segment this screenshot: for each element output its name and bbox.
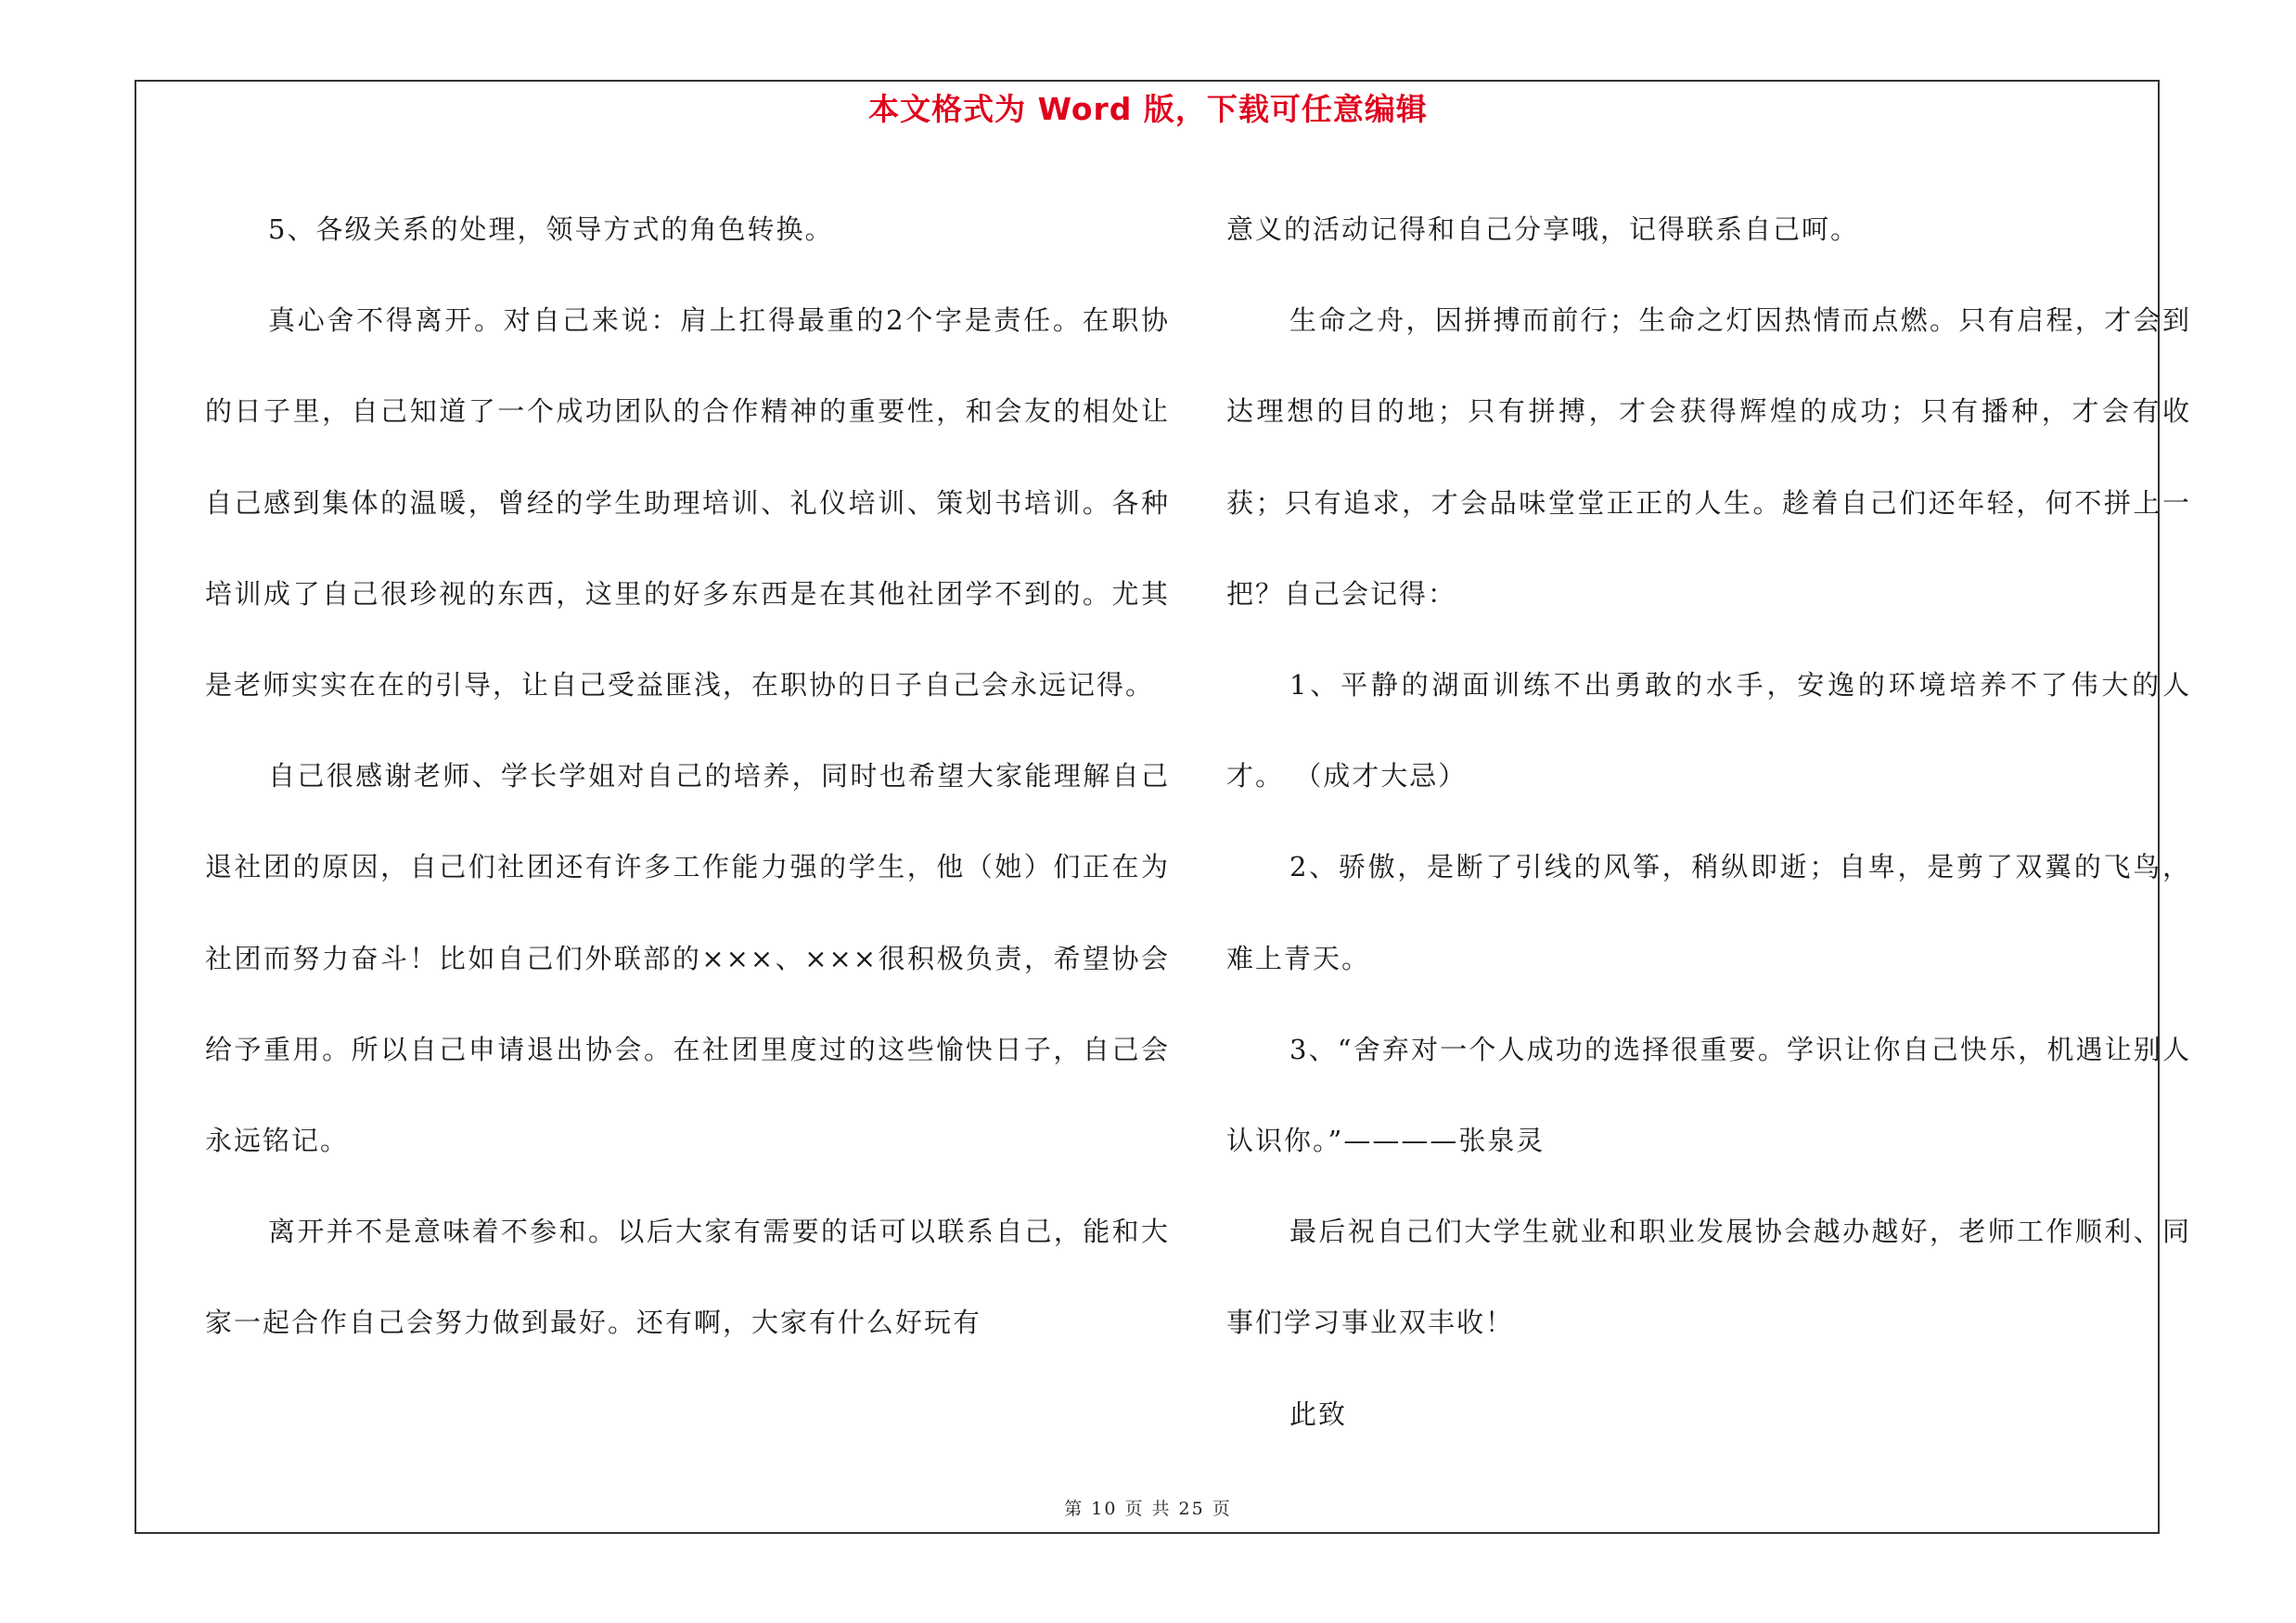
paragraph: 离开并不是意味着不参和。以后大家有需要的话可以联系自己，能和大家一起合作自己会努力做到最好。还有啊，大家有什么好玩有: [205, 1216, 1170, 1339]
paragraph: 2、骄傲，是断了引线的风筝，稍纵即逝；自卑，是剪了双翼的飞鸟，难上青天。: [1226, 851, 2191, 974]
paragraph: 自己很感谢老师、学长学姐对自己的培养，同时也希望大家能理解自己退社团的原因，自己们社团还有许多工作能力强的学生，他（她）们正在为社团而努力奋斗！比如自己们外联部的×××、×××很积极负责，希望协会给予重用。所以自己申请退出协会。在社团里度过的这些愉快日子，自己会永远铭记。: [205, 760, 1170, 1157]
paragraph: 最后祝自己们大学生就业和职业发展协会越办越好，老师工作顺利、同事们学习事业双丰收！: [1226, 1216, 2191, 1339]
right-column: [1226, 184, 2191, 1460]
page-number: 第 10 页 共 25 页: [1064, 1499, 1232, 1519]
paragraph-continued: 意义的活动记得和自己分享哦，记得联系自己呵。: [1226, 213, 1860, 245]
paragraph: 1、平静的湖面训练不出勇敢的水手，安逸的环境培养不了伟大的人才。 （成才大忌）: [1226, 669, 2191, 792]
header-banner: 本文格式为 Word 版，下载可任意编辑: [868, 91, 1428, 127]
closing-salutation: 此致: [1289, 1398, 1348, 1430]
paragraph: 5、各级关系的处理，领导方式的角色转换。: [268, 213, 834, 245]
paragraph: 生命之舟，因拼搏而前行；生命之灯因热情而点燃。只有启程，才会到达理想的目的地；只有拼搏，才会获得辉煌的成功；只有播种，才会有收获；只有追求，才会品味堂堂正正的人生。趁着自己们还年轻，何不拼上一把？自己会记得：: [1226, 304, 2191, 610]
paragraph: 真心舍不得离开。对自己来说：肩上扛得最重的2个字是责任。在职协的日子里，自己知道了一个成功团队的合作精神的重要性，和会友的相处让自己感到集体的温暖，曾经的学生助理培训、礼仪培训、策划书培训。各种培训成了自己很珍视的东西，这里的好多东西是在其他社团学不到的。尤其是老师实实在在的引导，让自己受益匪浅，在职协的日子自己会永远记得。: [205, 304, 1170, 702]
left-column: [205, 184, 1170, 1369]
paragraph: 3、“舍弃对一个人成功的选择很重要。学识让你自己快乐，机遇让别人认识你。”————张泉灵: [1226, 1033, 2191, 1157]
